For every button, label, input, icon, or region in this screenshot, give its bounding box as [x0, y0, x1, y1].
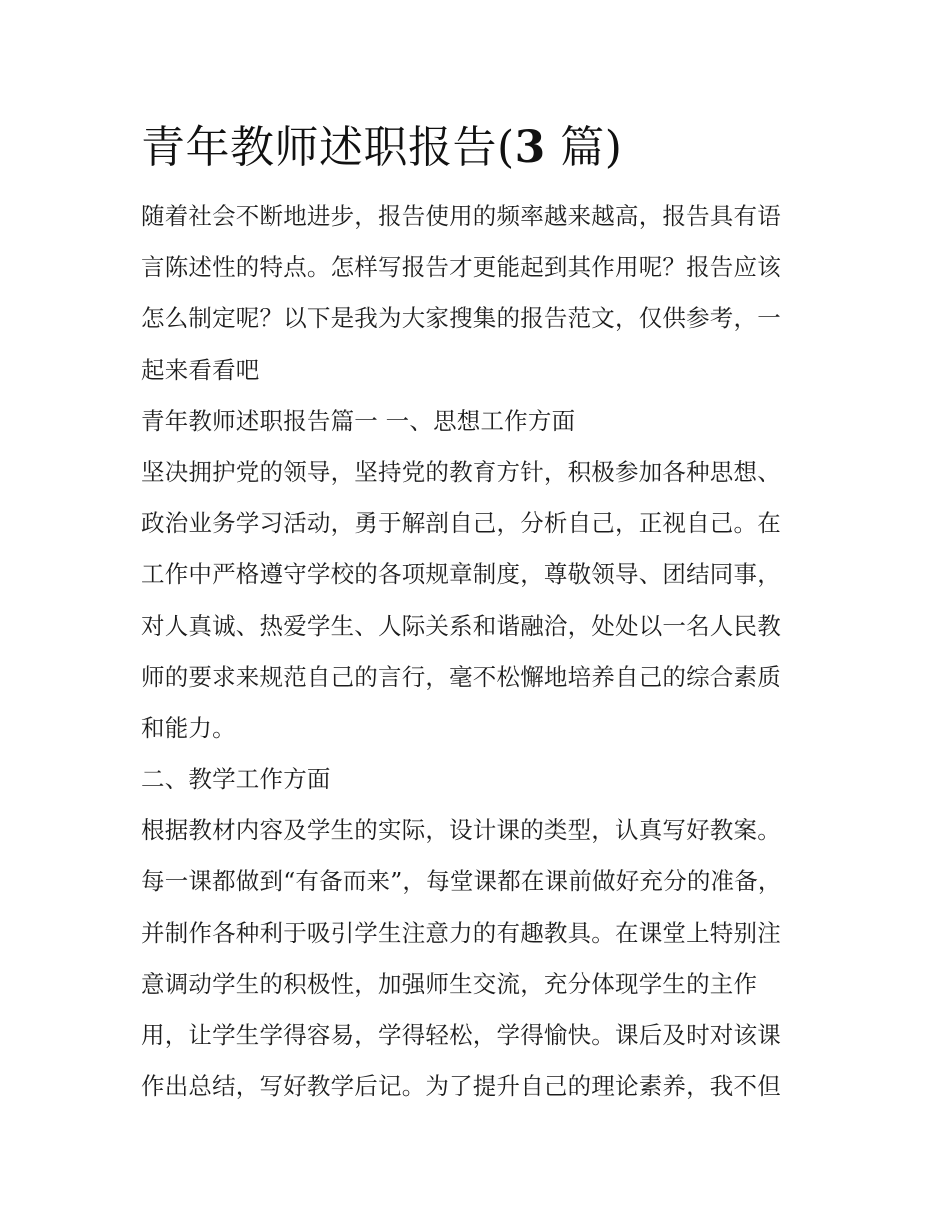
text-line: 根据教材内容及学生的实际，设计课的类型，认真写好教案。 — [141, 816, 781, 845]
text-line: 起来看看吧 — [141, 355, 260, 384]
document-body — [141, 191, 817, 1112]
text-line: 工作中严格遵守学校的各项规章制度，尊敬领导、团结同事， — [141, 560, 781, 589]
section-heading-1: 青年教师述职报告篇一 一、思想工作方面 — [141, 406, 576, 435]
text-line: 用，让学生学得容易，学得轻松，学得愉快。课后及时对该课 — [141, 1021, 781, 1049]
document-title — [141, 118, 817, 178]
text-line: 并制作各种利于吸引学生注意力的有趣教具。在课堂上特别注 — [141, 918, 781, 947]
text-line: 意调动学生的积极性，加强师生交流，充分体现学生的主作 — [141, 969, 758, 998]
text-line: 师的要求来规范自己的言行，毫不松懈地培养自己的综合素质 — [141, 662, 781, 691]
title-prefix: 青年教师述职报告( — [141, 122, 515, 173]
text-line: 言陈述性的特点。怎样写报告才更能起到其作用呢？报告应该 — [141, 253, 781, 282]
text-line: 政治业务学习活动，勇于解剖自己，分析自己，正视自己。在 — [141, 509, 781, 538]
title-suffix: 篇) — [545, 122, 623, 173]
text-line: 和能力。 — [141, 713, 236, 742]
text-line: 作出总结，写好教学后记。为了提升自己的理论素养，我不但 — [141, 1072, 781, 1101]
text-line: 对人真诚、热爱学生、人际关系和谐融洽，处处以一名人民教 — [141, 611, 781, 640]
text-line: 每一课都做到“有备而来”，每堂课都在课前做好充分的准备， — [141, 867, 782, 896]
section-heading-2: 二、教学工作方面 — [141, 765, 331, 794]
text-line: 怎么制定呢？以下是我为大家搜集的报告范文，仅供参考，一 — [141, 304, 781, 333]
document-content — [141, 118, 817, 1112]
text-line: 坚决拥护党的领导，坚持党的教育方针，积极参加各种思想、 — [141, 457, 781, 486]
title-count: 3 — [514, 122, 546, 173]
text-line: 随着社会不断地进步，报告使用的频率越来越高，报告具有语 — [141, 202, 781, 230]
